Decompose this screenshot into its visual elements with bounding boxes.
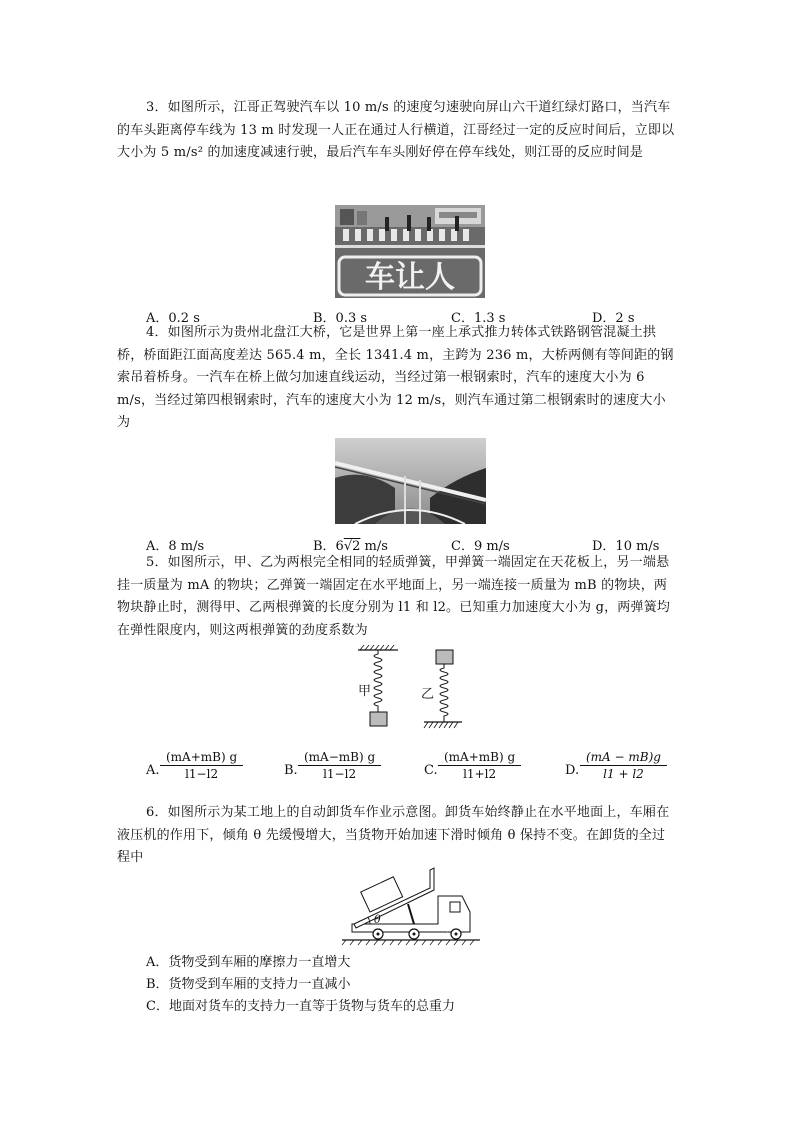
spring-yi-label: 乙 <box>421 687 435 702</box>
q5-option-b-fraction <box>298 750 381 781</box>
q6-option-c: C．地面对货车的支持力一直等于货物与货车的总重力 <box>146 999 455 1014</box>
q5-option-c-denominator: l1+l2 <box>463 767 497 781</box>
q5-option-d-numerator: (mA − mB)g <box>580 750 667 766</box>
q5-option-c-fraction <box>438 750 521 781</box>
theta-label: θ <box>374 913 381 926</box>
q5-option-a-denominator: l1−l2 <box>185 767 219 781</box>
q3-option-a: A．0.2 s <box>146 311 200 326</box>
q5-option-d-letter: D. <box>565 763 580 778</box>
q5-option-b-denominator: l1−l2 <box>323 767 357 781</box>
q5-option-d-fraction <box>580 750 667 781</box>
q4-option-a: A．8 m/s <box>146 539 205 554</box>
q4-option-c: C．9 m/s <box>451 539 510 554</box>
dump-truck-diagram <box>338 866 483 946</box>
q3-option-b: B．0.3 s <box>313 311 368 326</box>
q5-option-b-letter: B. <box>284 763 298 778</box>
q3-option-c: C．1.3 s <box>451 311 506 326</box>
q5-option-d-denominator: l1 + l2 <box>603 767 644 781</box>
q6-text: 6．如图所示为某工地上的自动卸货车作业示意图。卸货车始终静止在水平地面上，车厢在液压机的作用下，倾角 θ 先缓慢增大，当货物开始加速下滑时倾角 θ 保持不变。在卸货的全过程中 <box>117 805 670 866</box>
q5-option-a-letter: A. <box>146 763 160 778</box>
q5-option-a-fraction <box>160 750 243 781</box>
bridge-photo <box>335 438 486 524</box>
road-sign-text: 车让人 <box>365 260 455 295</box>
q4-option-d: D．10 m/s <box>592 539 660 554</box>
q3-option-d: D．2 s <box>592 311 635 326</box>
q5-text: 5．如图所示，甲、乙为两根完全相同的轻质弹簧，甲弹簧一端固定在天花板上，另一端悬挂一质量为 mA 的物块；乙弹簧一端固定在水平地面上，另一端连接一质量为 mB 的物块，两物块静止时，测得甲、乙两根弹簧的长度分别为 l1 和 l2。已知重力加速度大小为 g，两弹簧均在弹性限度内，则这两根弹簧的劲度系数为 <box>117 555 671 638</box>
q4-text: 4．如图所示为贵州北盘江大桥，它是世界上第一座上承式推力转体式铁路钢管混凝土拱桥，桥面距江面高度差达 565.4 m，全长 1341.4 m，主跨为 236 m，大桥两侧有等间距的钢索吊着桥身。一汽车在桥上做匀加速直线运动，当经过第一根钢索时，汽车的速度大小为 6 m/s，当经过第四根钢索时，汽车的速度大小为 12 m/s，则汽车通过第二根钢索时的速度大小为 <box>117 325 674 431</box>
q6-option-b: B．货物受到车厢的支持力一直减小 <box>146 977 351 992</box>
q4-option-b: B．6√2 m/s <box>313 539 388 554</box>
q3-text: 3．如图所示，江哥正驾驶汽车以 10 m/s 的速度匀速驶向屏山六干道红绿灯路口，当汽车的车头距离停车线为 13 m 时发现一人正在通过人行横道，江哥经过一定的反应时间后，立即以大小为 5 m/s² 的加速度减速行驶，最后汽车车头刚好停在停车线处，则江哥的反应时间是 <box>117 100 675 161</box>
q5-option-c-letter: C. <box>424 763 438 778</box>
q6-option-a: A．货物受到车厢的摩擦力一直增大 <box>146 955 351 970</box>
q5-option-a-numerator: (mA+mB) g <box>160 750 243 766</box>
crosswalk-photo <box>335 205 485 298</box>
spring-jia-label: 甲 <box>358 684 372 699</box>
q5-option-b-numerator: (mA−mB) g <box>298 750 381 766</box>
q5-option-c-numerator: (mA+mB) g <box>438 750 521 766</box>
